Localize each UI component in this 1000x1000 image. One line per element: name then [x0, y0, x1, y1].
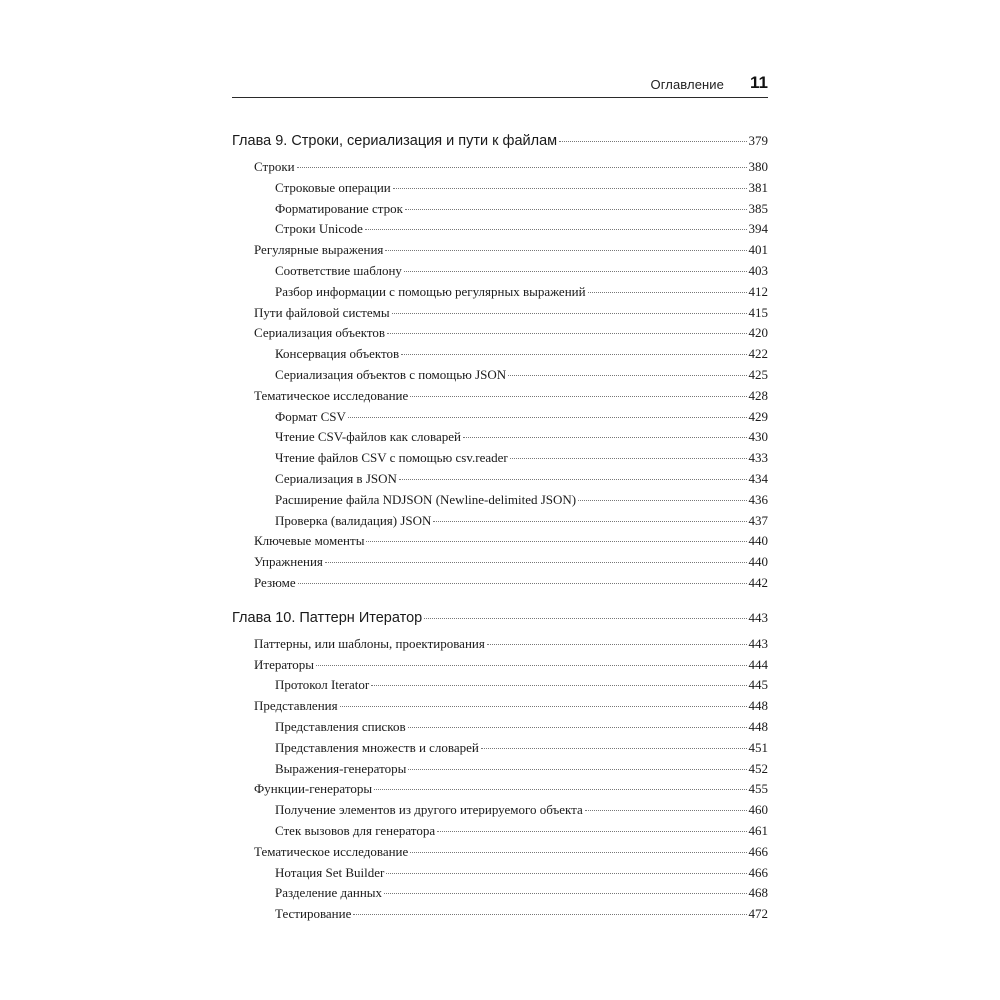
toc-subsection: [232, 719, 768, 740]
entry-page-number: 381: [748, 179, 768, 195]
dot-leader: [588, 292, 747, 293]
entry-title: Чтение CSV-файлов как словарей: [275, 429, 461, 445]
toc-section: [232, 781, 768, 802]
entry-title: Проверка (валидация) JSON: [275, 512, 432, 528]
entry-title: Упражнения: [254, 554, 323, 570]
entry-page-number: 455: [748, 781, 768, 797]
entry-title: Представления списков: [275, 718, 406, 734]
entry-title: Чтение файлов CSV с помощью csv.reader: [275, 450, 508, 466]
entry-title: Сериализация в JSON: [275, 470, 397, 486]
entry-title: Сериализация объектов с помощью JSON: [275, 366, 507, 382]
dot-leader: [404, 271, 747, 272]
entry-title: Протокол Iterator: [275, 677, 370, 693]
entry-page-number: 448: [748, 698, 768, 714]
entry-title: Разделение данных: [275, 885, 383, 901]
dot-leader: [325, 562, 747, 563]
entry-page-number: 430: [748, 429, 768, 445]
toc-subsection: [232, 865, 768, 886]
dot-leader: [297, 167, 747, 168]
dot-leader: [424, 618, 746, 619]
dot-leader: [559, 141, 746, 142]
toc-subsection: [232, 367, 768, 388]
entry-title: Строки Unicode: [275, 221, 363, 237]
dot-leader: [578, 500, 746, 501]
toc-section: [232, 388, 768, 409]
chapter-title: Глава 10. Паттерн Итератор: [232, 609, 423, 626]
dot-leader: [408, 769, 746, 770]
dot-leader: [510, 458, 747, 459]
entry-page-number: 440: [748, 554, 768, 570]
toc-subsection: [232, 409, 768, 430]
running-header: [232, 72, 768, 98]
toc-section: [232, 657, 768, 678]
entry-page-number: 461: [748, 822, 768, 838]
entry-title: Тестирование: [275, 906, 352, 922]
dot-leader: [374, 789, 746, 790]
dot-leader: [401, 354, 746, 355]
entry-page-number: 403: [748, 262, 768, 278]
entry-title: Выражения-генераторы: [275, 760, 407, 776]
toc-section: [232, 305, 768, 326]
toc-subsection: [232, 201, 768, 222]
entry-page-number: 466: [748, 864, 768, 880]
toc-subsection: [232, 823, 768, 844]
entry-title: Регулярные выражения: [254, 242, 384, 258]
entry-title: Форматирование строк: [275, 200, 403, 216]
entry-title: Разбор информации с помощью регулярных выражений: [275, 283, 586, 299]
entry-title: Итераторы: [254, 656, 315, 672]
toc-section: [232, 159, 768, 180]
entry-page-number: 412: [748, 283, 768, 299]
dot-leader: [366, 541, 746, 542]
entry-title: Строки: [254, 159, 295, 174]
entry-title: Получение элементов из другого итерируемого объекта: [275, 802, 583, 818]
entry-page-number: 436: [748, 491, 768, 507]
toc-subsection: [232, 906, 768, 927]
toc-subsection: [232, 284, 768, 305]
entry-title: Соответствие шаблону: [275, 262, 402, 278]
entry-title: Пути файловой системы: [254, 304, 390, 320]
entry-page-number: 394: [748, 221, 768, 237]
entry-page-number: 385: [748, 200, 768, 216]
dot-leader: [410, 396, 746, 397]
dot-leader: [392, 313, 747, 314]
toc-section: [232, 533, 768, 554]
dot-leader: [340, 706, 747, 707]
entry-page-number: 445: [748, 677, 768, 693]
dot-leader: [348, 417, 747, 418]
toc-subsection: [232, 346, 768, 367]
entry-page-number: 460: [748, 802, 768, 818]
dot-leader: [387, 333, 746, 334]
dot-leader: [437, 831, 746, 832]
entry-title: Паттерны, или шаблоны, проектирования: [254, 635, 485, 651]
toc-subsection: [232, 221, 768, 242]
dot-leader: [353, 914, 746, 915]
dot-leader: [298, 583, 747, 584]
entry-page-number: 440: [748, 533, 768, 549]
toc-subsection: [232, 740, 768, 761]
dot-leader: [386, 873, 746, 874]
entry-page-number: 420: [748, 325, 768, 341]
dot-leader: [508, 375, 746, 376]
page-number: 11: [750, 73, 768, 92]
dot-leader: [371, 685, 746, 686]
toc-subsection: [232, 450, 768, 471]
toc-section: [232, 554, 768, 575]
dot-leader: [408, 727, 747, 728]
toc-section: [232, 636, 768, 657]
entry-title: Ключевые моменты: [254, 533, 365, 549]
entry-page-number: 442: [748, 574, 768, 590]
entry-page-number: 429: [748, 408, 768, 424]
table-of-contents: [232, 133, 768, 941]
entry-title: Консервация объектов: [275, 346, 400, 362]
chapter-title: Глава 9. Строки, сериализация и пути к файлам: [232, 133, 558, 149]
entry-title: Стек вызовов для генератора: [275, 822, 436, 838]
chapter-block: [232, 133, 768, 596]
toc-subsection: [232, 471, 768, 492]
dot-leader: [384, 893, 746, 894]
chapter-block: [232, 610, 768, 927]
dot-leader: [405, 209, 747, 210]
toc-subsection: [232, 513, 768, 534]
entry-title: Тематическое исследование: [254, 843, 409, 859]
entry-page-number: 434: [748, 470, 768, 486]
entry-title: Функции-генераторы: [254, 781, 373, 797]
entry-page-number: 428: [748, 387, 768, 403]
entry-title: Строковые операции: [275, 179, 391, 195]
toc-section: [232, 575, 768, 596]
entry-page-number: 437: [748, 512, 768, 528]
toc-section: [232, 698, 768, 719]
toc-subsection: [232, 677, 768, 698]
dot-leader: [433, 521, 746, 522]
dot-leader: [487, 644, 747, 645]
chapter-page-number: 443: [748, 609, 768, 625]
entry-title: Представления: [254, 698, 338, 714]
dot-leader: [481, 748, 747, 749]
entry-title: Нотация Set Builder: [275, 864, 385, 880]
entry-page-number: 380: [748, 159, 768, 174]
toc-subsection: [232, 761, 768, 782]
dot-leader: [463, 437, 747, 438]
entry-page-number: 443: [748, 635, 768, 651]
entry-page-number: 425: [748, 366, 768, 382]
chapter-heading: [232, 610, 768, 636]
entry-title: Резюме: [254, 574, 296, 590]
toc-subsection: [232, 802, 768, 823]
entry-page-number: 444: [748, 656, 768, 672]
entry-page-number: 472: [748, 906, 768, 922]
chapter-heading: [232, 133, 768, 159]
entry-title: Представления множеств и словарей: [275, 739, 479, 755]
entry-title: Формат CSV: [275, 408, 346, 424]
toc-subsection: [232, 885, 768, 906]
toc-subsection: [232, 180, 768, 201]
dot-leader: [385, 250, 746, 251]
toc-section: [232, 242, 768, 263]
entry-page-number: 452: [748, 760, 768, 776]
dot-leader: [410, 852, 746, 853]
toc-subsection: [232, 492, 768, 513]
dot-leader: [316, 665, 746, 666]
entry-page-number: 451: [748, 739, 768, 755]
entry-title: Сериализация объектов: [254, 325, 386, 341]
entry-title: Тематическое исследование: [254, 387, 409, 403]
entry-page-number: 415: [748, 304, 768, 320]
entry-page-number: 468: [748, 885, 768, 901]
toc-subsection: [232, 429, 768, 450]
entry-page-number: 401: [748, 242, 768, 258]
entry-page-number: 448: [748, 718, 768, 734]
dot-leader: [585, 810, 747, 811]
running-header-title: Оглавление: [650, 77, 724, 92]
entry-page-number: 466: [748, 843, 768, 859]
toc-section: [232, 325, 768, 346]
toc-section: [232, 844, 768, 865]
entry-page-number: 422: [748, 346, 768, 362]
dot-leader: [393, 188, 747, 189]
dot-leader: [399, 479, 747, 480]
chapter-page-number: 379: [748, 133, 768, 148]
toc-subsection: [232, 263, 768, 284]
dot-leader: [365, 229, 747, 230]
entry-title: Расширение файла NDJSON (Newline-delimited JSON): [275, 491, 577, 507]
entry-page-number: 433: [748, 450, 768, 466]
